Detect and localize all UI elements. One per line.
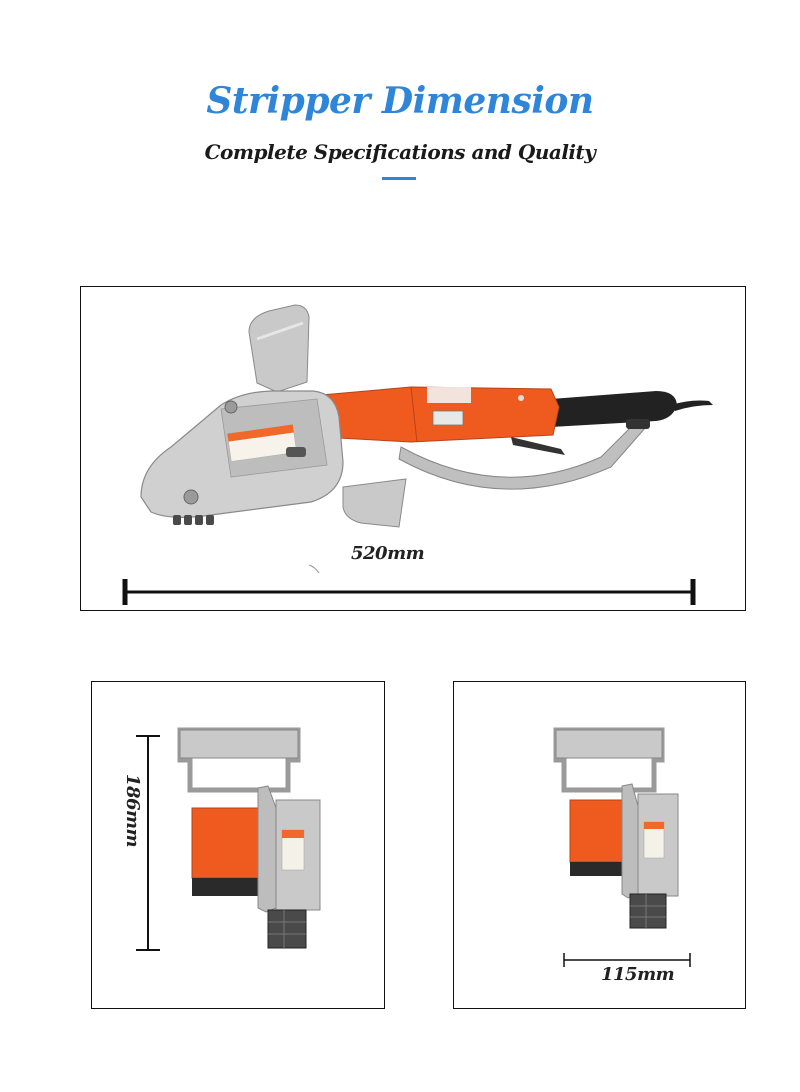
length-dimension-label: 520mm [351,543,425,564]
page-title: Stripper Dimension [206,80,594,122]
side-view-panel [80,286,746,611]
stripper-front-illustration-right [454,682,746,1009]
front-view-width-panel [453,681,746,1009]
page-subtitle: Complete Specifications and Quality [204,140,596,164]
front-view-height-panel [91,681,385,1009]
height-dimension-label: 186mm [122,773,144,848]
title-underline [382,177,416,180]
width-dimension-label: 115mm [601,964,675,985]
